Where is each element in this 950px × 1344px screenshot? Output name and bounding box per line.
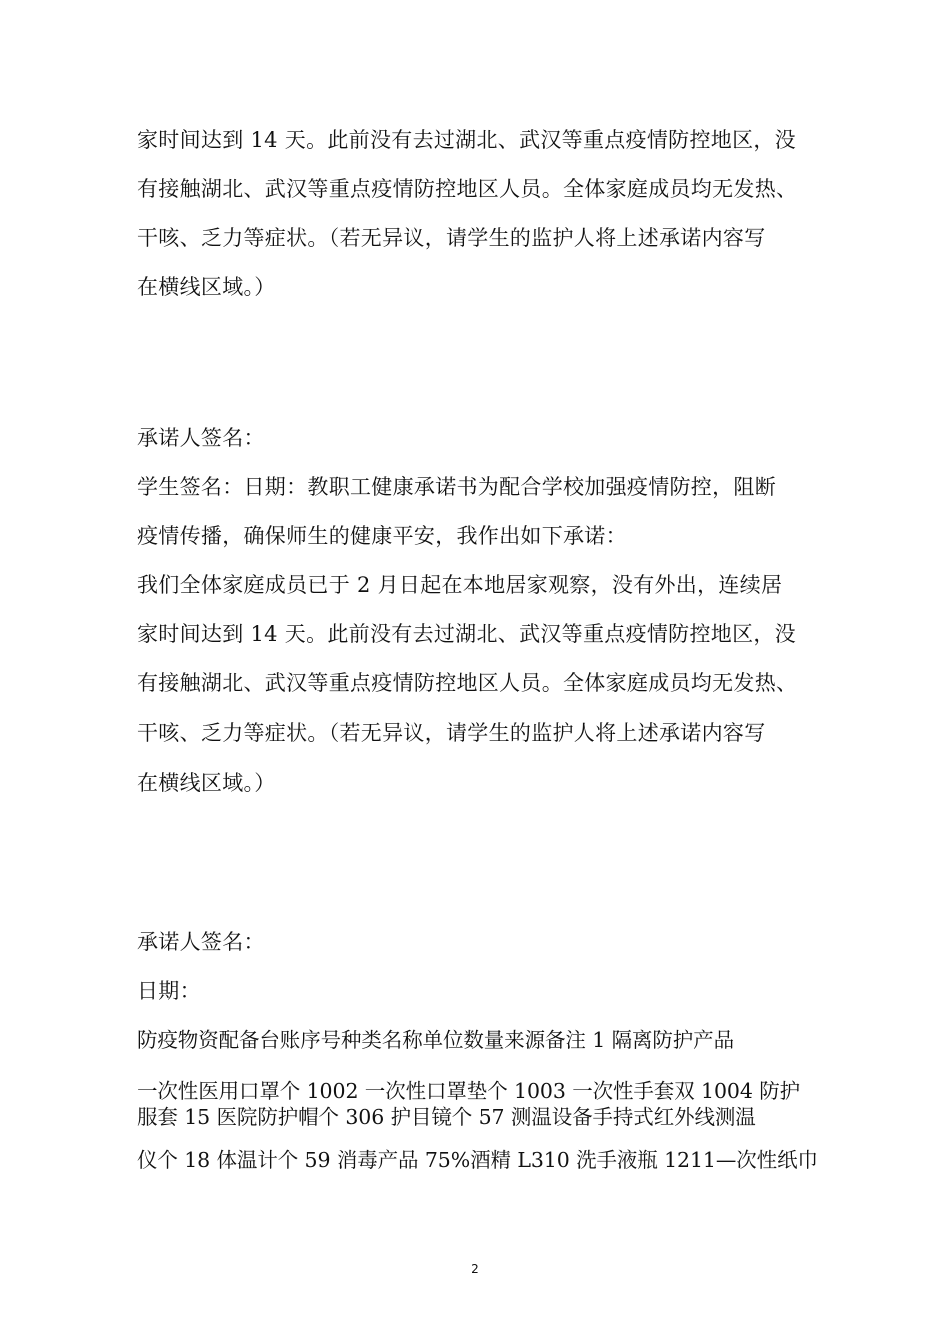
signature-label: 承诺人签名： (137, 930, 265, 954)
text-line: 干咳、乏力等症状。（若无异议，请学生的监护人将上述承诺内容写 (137, 721, 766, 745)
text-line: 在横线区域。） (137, 275, 276, 299)
text-line: 干咳、乏力等症状。（若无异议，请学生的监护人将上述承诺内容写 (137, 226, 766, 250)
text-line: 学生签名：日期：教职工健康承诺书为配合学校加强疫情防控，阻断 (137, 475, 776, 499)
signature-label: 承诺人签名： (137, 426, 265, 450)
text-line: 在横线区域。） (137, 771, 276, 795)
text-line: 有接触湖北、武汉等重点疫情防控地区人员。全体家庭成员均无发热、 (137, 177, 798, 201)
text-line: 有接触湖北、武汉等重点疫情防控地区人员。全体家庭成员均无发热、 (137, 671, 798, 695)
text-line: 仪个 18 体温计个 59 消毒产品 75%酒精 L310 洗手液瓶 1211—次性纸巾 (137, 1148, 818, 1172)
text-line: 我们全体家庭成员已于 2 月日起在本地居家观察，没有外出，连续居 (137, 573, 783, 597)
text-line: 家时间达到 14 天。此前没有去过湖北、武汉等重点疫情防控地区，没 (137, 622, 796, 646)
text-line: 服套 15 医院防护帽个 306 护目镜个 57 测温设备手持式红外线测温 (137, 1105, 756, 1129)
text-line: 防疫物资配备台账序号种类名称单位数量来源备注 1 隔离防护产品 (137, 1028, 734, 1052)
page-number: 2 (471, 1262, 479, 1276)
date-label: 日期： (137, 979, 201, 1003)
text-line: 家时间达到 14 天。此前没有去过湖北、武汉等重点疫情防控地区，没 (137, 128, 796, 152)
text-line: 疫情传播，确保师生的健康平安，我作出如下承诺： (137, 524, 627, 548)
text-line: 一次性医用口罩个 1002 一次性口罩垫个 1003 一次性手套双 1004 防护 (137, 1079, 801, 1103)
